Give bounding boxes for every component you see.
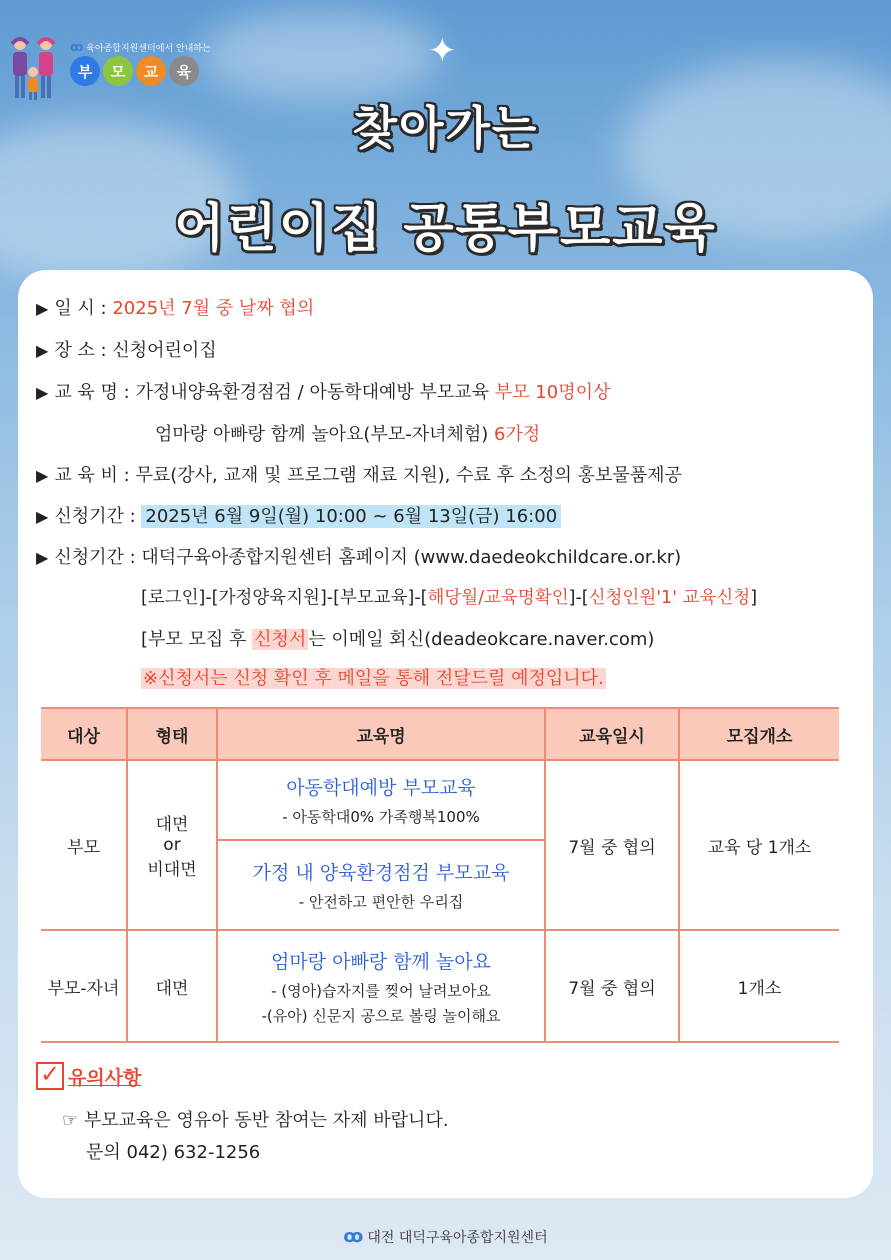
info-period	[36, 502, 561, 528]
table-cell-count: 1개소	[679, 930, 839, 1042]
table-row	[41, 930, 839, 1042]
info-label: 일 시 :	[54, 298, 107, 319]
cloud-shape	[200, 10, 440, 100]
info-apply	[36, 543, 681, 569]
table-cell-target: 부모-자녀	[41, 930, 127, 1042]
table-header: 교육명	[217, 708, 545, 760]
mail-text: [부모 모집 후	[141, 629, 253, 650]
path-highlight: 해당월/교육명확인	[427, 588, 569, 608]
notice-heading	[36, 1062, 141, 1090]
path-text: ]	[750, 588, 758, 608]
notice-title: 유의사항	[68, 1066, 142, 1089]
type-text: 대면	[155, 815, 189, 835]
info-course	[36, 378, 610, 404]
triangle-bullet-icon: ▶	[36, 299, 49, 318]
table-header: 대상	[41, 708, 127, 760]
table-cell-date: 7월 중 협의	[545, 760, 679, 930]
notice-line: ☞ 부모교육은 영유아 동반 참여는 자제 바랍니다.	[62, 1110, 449, 1131]
info-value: 가정내양육환경점검 / 아동학대예방 부모교육	[135, 382, 490, 403]
info-note: 6가정	[494, 424, 541, 445]
course-desc: - 안전하고 편안한 우리집	[298, 893, 464, 911]
course-title: 엄마랑 아빠랑 함께 놀아요	[270, 950, 491, 973]
triangle-bullet-icon: ▶	[36, 466, 49, 485]
table-cell-date: 7월 중 협의	[545, 930, 679, 1042]
apply-note-text: ※신청서는 신청 확인 후 메일을 통해 전달드릴 예정입니다.	[143, 668, 604, 689]
path-text: ]-[	[568, 588, 589, 608]
course-desc: -(유아) 신문지 공으로 볼링 놀이해요	[261, 1006, 501, 1025]
info-course-2	[155, 420, 540, 446]
logo-org-tagline	[70, 40, 211, 54]
info-value: 엄마랑 아빠랑 함께 놀아요(부모-자녀체험)	[155, 424, 489, 445]
course-title: 아동학대예방 부모교육	[286, 777, 476, 799]
info-fee	[36, 461, 682, 487]
checkbox-check-icon: ✓	[36, 1062, 64, 1090]
course-table	[41, 707, 839, 1043]
logo-circle: 육	[169, 56, 199, 86]
page-title-line1: 찾아가는	[352, 101, 539, 155]
table-row	[41, 760, 839, 840]
triangle-bullet-icon: ▶	[36, 507, 49, 526]
center-mark-icon: ꝏ	[70, 40, 84, 54]
triangle-bullet-icon: ▶	[36, 341, 49, 360]
path-text: [로그인]-[가정양육지원]-[부모교육]-[	[141, 588, 428, 608]
course-desc: - (영아)습자지를 찢어 날려보아요	[271, 981, 491, 1000]
course-title: 가정 내 양육환경점검 부모교육	[252, 862, 510, 884]
page-title-line2: 어린이집 공통부모교육	[174, 199, 717, 259]
table-header: 형태	[127, 708, 217, 760]
apply-mail	[141, 625, 654, 651]
info-label: 교 육 명 :	[54, 382, 130, 403]
table-cell-count: 교육 당 1개소	[679, 760, 839, 930]
table-cell-course	[217, 930, 545, 1042]
info-note: 부모 10명이상	[494, 382, 611, 403]
notice-contact: 문의 042) 632-1256	[86, 1142, 261, 1163]
type-text: 비대면	[147, 860, 197, 880]
table-cell-target: 부모	[41, 760, 127, 930]
table-cell-type	[127, 760, 217, 930]
logo-circle: 교	[136, 56, 166, 86]
table-cell-course	[217, 760, 545, 840]
triangle-bullet-icon: ▶	[36, 383, 49, 402]
logo-circles	[70, 56, 199, 86]
table-header: 교육일시	[545, 708, 679, 760]
info-value: 2025년 7월 중 날짜 협의	[112, 298, 315, 319]
table-header-row	[41, 708, 839, 760]
table-cell-course	[217, 840, 545, 930]
logo-circle: 모	[103, 56, 133, 86]
footer	[0, 1226, 891, 1247]
org-tagline: 육아종합지원센터에서 안내하는	[86, 44, 211, 54]
footer-org: 대전 대덕구육아종합지원센터	[367, 1230, 548, 1246]
course-desc: - 아동학대0% 가족행복100%	[282, 808, 480, 826]
center-mark-icon: ꝏ	[343, 1226, 364, 1247]
path-highlight: 신청인원'1' 교육신청	[588, 588, 751, 608]
info-value: 대덕구육아종합지원센터 홈페이지 (www.daedeokchildcare.or.kr)	[141, 547, 682, 568]
apply-path	[141, 584, 757, 609]
apply-note	[141, 664, 606, 690]
mail-text: 는 이메일 회신(deadeokcare.naver.com)	[308, 629, 655, 650]
table-cell-type: 대면	[127, 930, 217, 1042]
sparkle-icon: ✦	[428, 31, 457, 71]
info-date	[36, 294, 314, 320]
info-label: 신청기간 :	[54, 506, 136, 527]
info-value: 신청어린이집	[112, 340, 217, 361]
info-label: 장 소 :	[54, 340, 107, 361]
info-value: 2025년 6월 9일(월) 10:00 ~ 6월 13일(금) 16:00	[141, 505, 561, 528]
info-value: 무료(강사, 교재 및 프로그램 재료 지원), 수료 후 소정의 홍보물품제공	[135, 465, 682, 486]
type-text: or	[163, 835, 181, 855]
logo-circle: 부	[70, 56, 100, 86]
table-header: 모집개소	[679, 708, 839, 760]
mail-highlight: 신청서	[254, 629, 307, 650]
info-label: 교 육 비 :	[54, 465, 130, 486]
info-place	[36, 336, 217, 362]
triangle-bullet-icon: ▶	[36, 548, 49, 567]
info-label: 신청기간 :	[54, 547, 136, 568]
